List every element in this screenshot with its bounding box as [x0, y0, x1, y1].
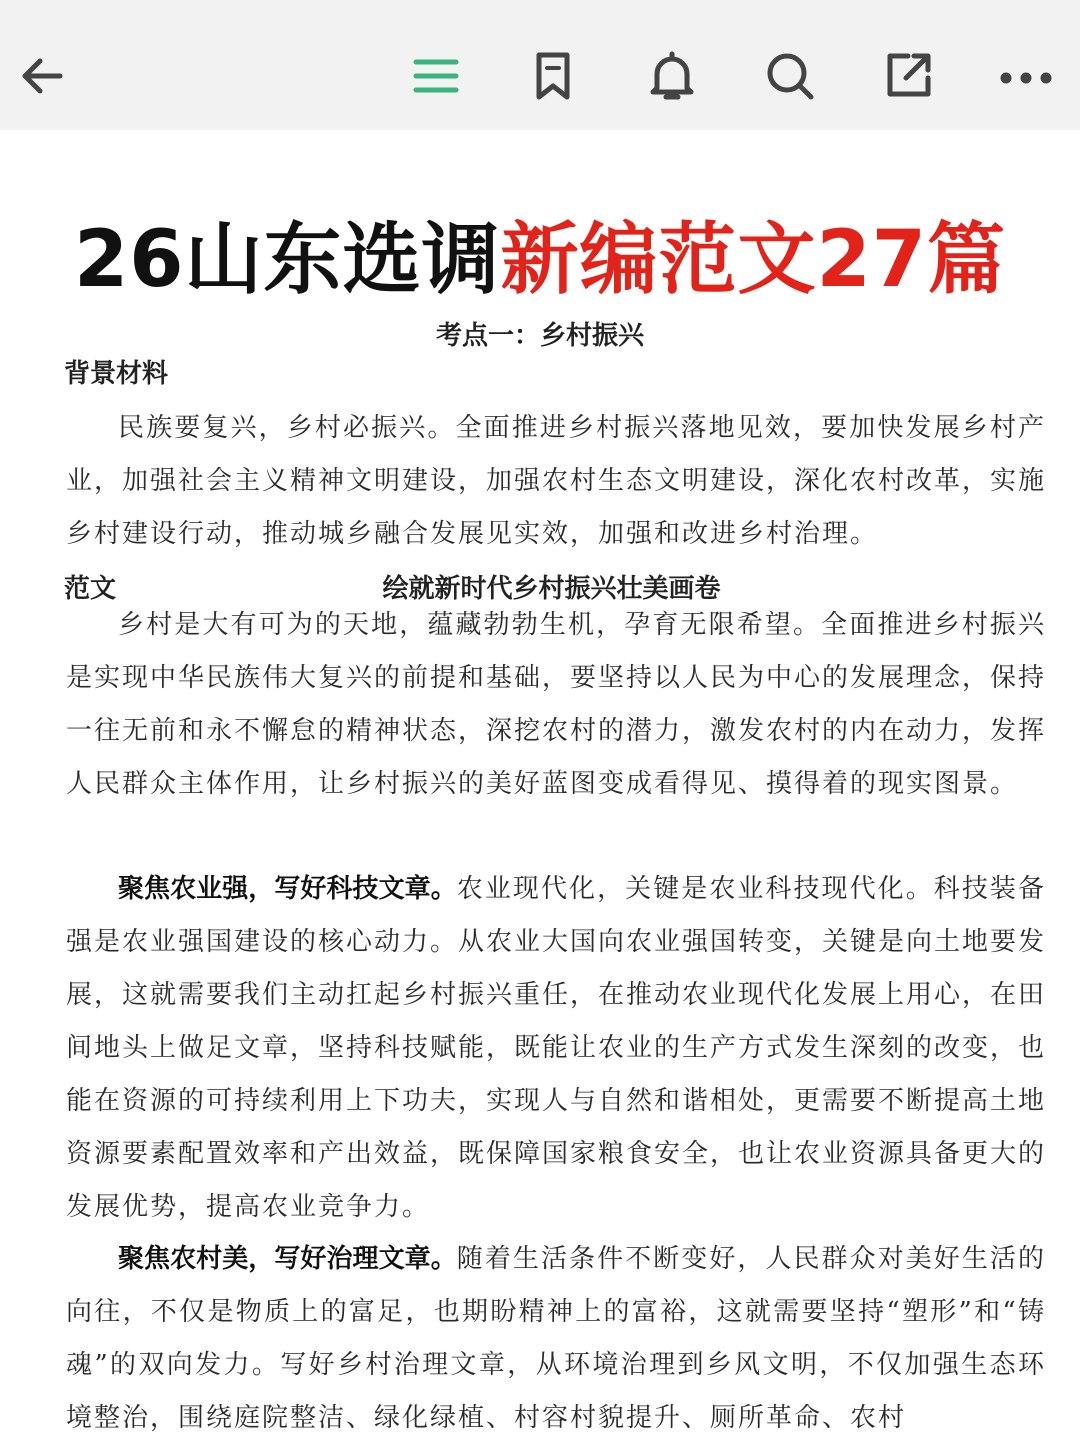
search-button[interactable]	[752, 38, 828, 114]
title-red-part: 新编范文27篇	[500, 215, 1007, 305]
share-icon	[878, 46, 938, 106]
section-body: 农业现代化，关键是农业科技现代化。科技装备强是农业强国建设的核心动力。从农业大国向农业强国转变，关键是向土地要发展，这就需要我们主动扛起乡村振兴重任，在推动农业现代化发展上用心，在田间地头上做足文章，坚持科技赋能，既能让农业的生产方式发生深刻的改变，也能在资源的可持续利用上下功夫，实现人与自然和谐相处，更需要不断提高土地资源要素配置效率和产出效益，既保障国家粮食安全，也让农业资源具备更大的发展优势，提高农业竞争力。	[66, 874, 1047, 1222]
section-paragraph-village	[66, 1233, 1046, 1443]
bookmark-icon	[523, 46, 583, 106]
bookmark-button[interactable]	[515, 38, 591, 114]
document-title	[0, 210, 1080, 310]
top-toolbar	[0, 0, 1080, 130]
section-lead: 聚焦农业强，写好科技文章。	[118, 874, 457, 904]
more-icon	[996, 46, 1056, 106]
background-label: 背景材料	[64, 359, 169, 389]
menu-button[interactable]	[398, 38, 474, 114]
essay-title: 绘就新时代乡村振兴壮美画卷	[382, 574, 721, 604]
notification-button[interactable]	[634, 38, 710, 114]
arrow-left-icon	[12, 46, 72, 106]
essay-intro-paragraph: 乡村是大有可为的天地，蕴藏勃勃生机，孕育无限希望。全面推进乡村振兴是实现中华民族伟大复兴的前提和基础，要坚持以人民为中心的发展理念，保持一往无前和永不懈怠的精神状态，深挖农村的潜力，激发农村的内在动力，发挥人民群众主体作用，让乡村振兴的美好蓝图变成看得见、摸得着的现实图景。	[66, 610, 1047, 799]
document-page	[0, 130, 1080, 1443]
title-black-part: 26山东选调	[73, 215, 501, 305]
section-body: 随着生活条件不断变好，人民群众对美好生活的向往，不仅是物质上的富足，也期盼精神上的富裕，这就需要坚持“塑形”和“铸魂”的双向发力。写好乡村治理文章，从环境治理到乡风文明，不仅加强生态环境整治，围绕庭院整洁、绿化绿植、村容村貌提升、厕所革命、农村	[66, 1244, 1046, 1433]
share-button[interactable]	[870, 38, 946, 114]
search-icon	[760, 46, 820, 106]
background-paragraph: 民族要复兴，乡村必振兴。全面推进乡村振兴落地见效，要加快发展乡村产业，加强社会主义精神文明建设，加强农村生态文明建设，深化农村改革，实施乡村建设行动，推动城乡融合发展见实效，加强和改进乡村治理。	[66, 413, 1047, 549]
topic-subtitle: 考点一：乡村振兴	[435, 321, 644, 351]
section-lead: 聚焦农村美，写好治理文章。	[118, 1244, 457, 1274]
more-button[interactable]	[988, 38, 1064, 114]
bell-icon	[642, 46, 702, 106]
essay-label: 范文	[64, 574, 117, 604]
hamburger-menu-icon	[406, 46, 466, 106]
back-button[interactable]	[4, 38, 80, 114]
section-paragraph-agriculture	[66, 863, 1046, 1234]
